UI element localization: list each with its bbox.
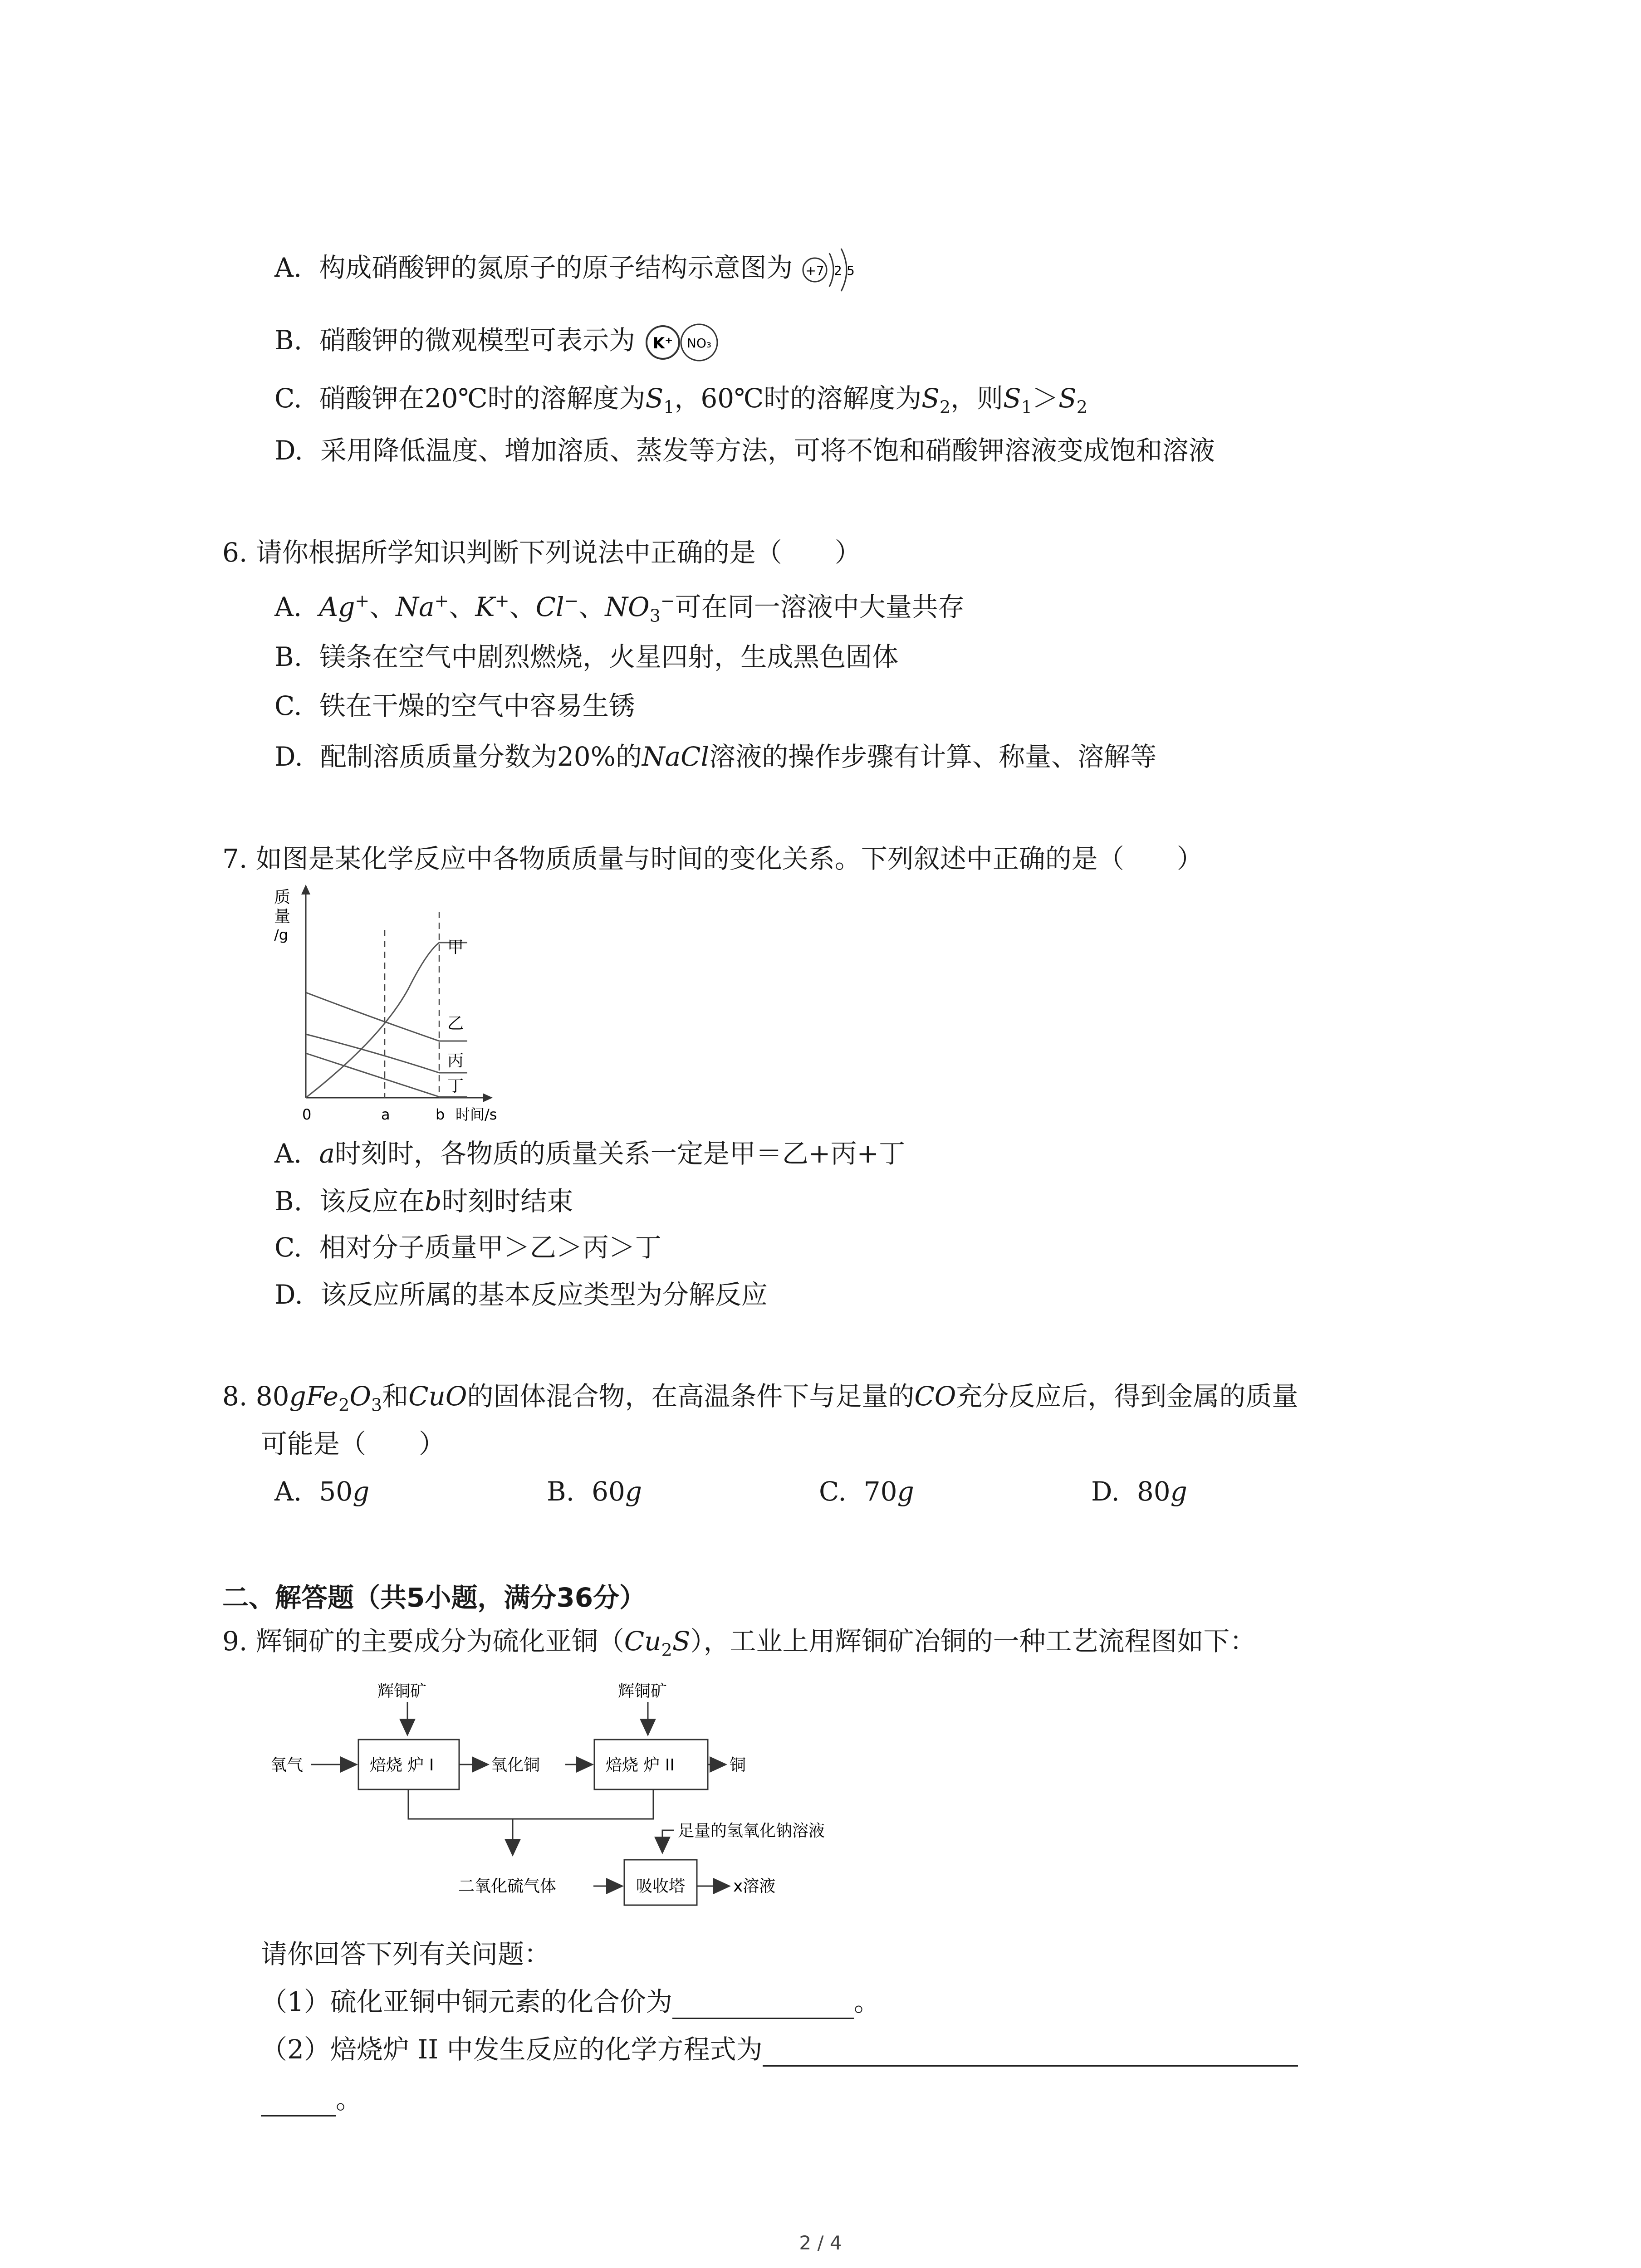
flow-oxygen: 氧气 [270, 1756, 304, 1774]
label-jia: 甲 [447, 938, 464, 957]
curve-bing [306, 1034, 467, 1073]
q9-stem: 9. 辉铜矿的主要成分为硫化亚铜$(Cu_2S)$，工业上用辉铜矿冶铜的一种工艺流程图如下： [222, 1626, 1256, 1660]
curve-jia [306, 943, 467, 1098]
atom-shell-2: 5 [846, 263, 855, 278]
curve-yi [306, 992, 467, 1041]
flow-furnace-2: 焙烧 炉 II [606, 1756, 675, 1774]
flow-so2: 二氧化硫气体 [458, 1877, 557, 1896]
q8-stem-line2: 可能是（ ） [261, 1428, 446, 1459]
tick-a: a [381, 1106, 390, 1123]
graph-ylabel-2: 量 [274, 907, 291, 926]
q7-mass-time-graph [268, 885, 522, 1129]
q6-option-b: B. 镁条在空气中剧烈燃烧，火星四射，生成黑色固体 [274, 641, 899, 672]
graph-ylabel-1: 质 [274, 888, 291, 907]
q9-part-2: （2）焙烧炉 II 中发生反应的化学方程式为 [261, 2032, 1298, 2067]
q9-part-2-line2: 。 [261, 2082, 362, 2116]
graph-origin: 0 [302, 1106, 312, 1123]
page-number: 2 / 4 [799, 2232, 842, 2254]
q5-option-c: C. 硝酸钾在20℃时的溶解度为$S_1$，60℃时的溶解度为$S_2$，则$S_1>S_2$ [274, 383, 1087, 417]
q6-option-c: C. 铁在干燥的空气中容易生锈 [274, 690, 635, 721]
q7-option-b: B. 该反应在b时刻时结束 [274, 1186, 573, 1217]
nitrogen-atom-structure-diagram [801, 245, 869, 295]
flow-copper: 铜 [730, 1756, 746, 1774]
flow-furnace-1: 焙烧 炉 I [370, 1756, 434, 1774]
label-yi: 乙 [447, 1014, 464, 1033]
q6-stem: 6. 请你根据所学知识判断下列说法中正确的是（ ） [222, 537, 861, 568]
q5-option-a: A. 构成硝酸钾的氮原子的原子结构示意图为 +7 2 5 [274, 245, 869, 295]
q5-option-b: B. 硝酸钾的微观模型可表示为 K⁺ NO₃ [274, 322, 735, 363]
atom-shell-1: 2 [833, 263, 842, 278]
q8-option-c: C. 70g [819, 1476, 914, 1507]
no3-ion-label: NO₃ [686, 336, 711, 351]
q5-option-d: D. 采用降低温度、增加溶质、蒸发等方法，可将不饱和硝酸钾溶液变成饱和溶液 [274, 435, 1215, 466]
section-title: 二、解答题（共5小题，满分36分） [222, 1582, 646, 1613]
answer-blank-1[interactable] [672, 1992, 854, 2019]
k-ion-label: K⁺ [652, 334, 673, 352]
curve-ding [306, 1053, 467, 1097]
flow-x-solution: x溶液 [733, 1877, 776, 1896]
flow-naoh: 足量的氢氧化钠溶液 [678, 1822, 825, 1840]
graph-xlabel: 时间/s [456, 1106, 497, 1123]
label-bing: 丙 [447, 1051, 464, 1070]
q7-stem: 7. 如图是某化学反应中各物质质量与时间的变化关系。下列叙述中正确的是（ ） [222, 843, 1203, 874]
q8-option-b: B. 60g [547, 1476, 642, 1507]
q9-prompt: 请你回答下列有关问题： [261, 1939, 551, 1970]
tick-b: b [436, 1106, 445, 1123]
q9-process-flow-diagram [268, 1674, 948, 1919]
q8-stem: 8. $80gFe_2O_3$和CuO的固体混合物，在高温条件下与足量的CO充分反应后，得到金属的质量 [222, 1381, 1298, 1415]
label-ding: 丁 [447, 1077, 464, 1095]
q7-option-a: A. a时刻时，各物质的质量关系一定是甲＝乙+丙+丁 [274, 1138, 906, 1169]
q8-option-d: D. 80g [1091, 1476, 1187, 1507]
potassium-nitrate-model-diagram [644, 322, 735, 363]
flow-tower: 吸收塔 [636, 1877, 686, 1896]
q7-option-d: D. 该反应所属的基本反应类型为分解反应 [274, 1279, 768, 1310]
q6-option-a: A. Ag+、Na+、K+、Cl−、$NO_3^-$可在同一溶液中大量共存 [274, 591, 965, 626]
flow-cuo: 氧化铜 [491, 1756, 540, 1774]
q7-option-c: C. 相对分子质量甲＞乙＞丙＞丁 [274, 1232, 661, 1263]
graph-ylabel-3: /g [274, 926, 289, 943]
answer-blank-2-cont[interactable] [261, 2090, 336, 2116]
q8-option-a: A. 50g [274, 1476, 370, 1507]
atom-nucleus: +7 [805, 263, 824, 278]
q9-part-1: （1）硫化亚铜中铜元素的化合价为 。 [261, 1984, 880, 2019]
flow-ore-2: 辉铜矿 [618, 1682, 667, 1701]
flow-ore-1: 辉铜矿 [377, 1682, 427, 1701]
q6-option-d: D. 配制溶质质量分数为20%的NaCl溶液的操作步骤有计算、称量、溶解等 [274, 741, 1157, 772]
answer-blank-2[interactable] [763, 2040, 1298, 2067]
